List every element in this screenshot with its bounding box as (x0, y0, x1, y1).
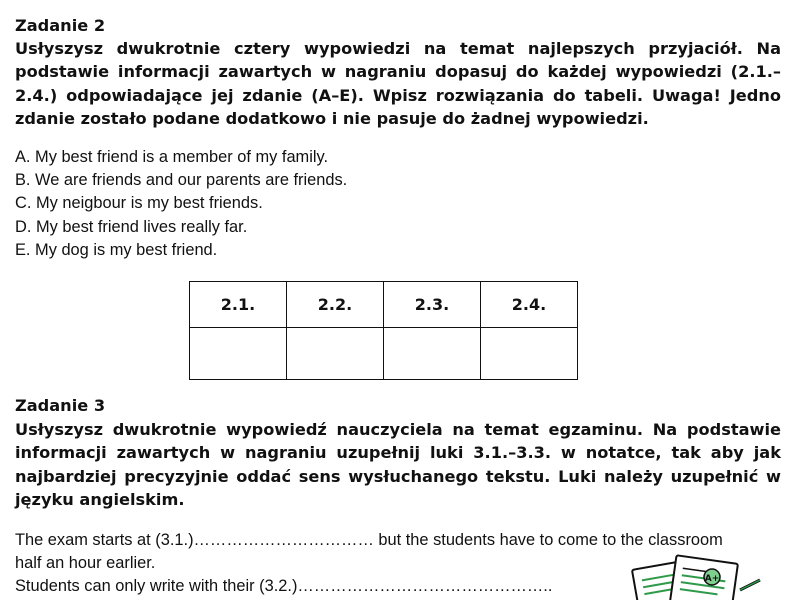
answer-table-answer-row (190, 328, 578, 380)
option-d: D. My best friend lives really far. (15, 217, 248, 236)
exam-papers-graphic (628, 550, 768, 600)
answer-cell-2-1[interactable] (190, 328, 287, 380)
option-e: E. My dog is my best friend. (15, 240, 218, 259)
task3-title: Zadanie 3 (15, 396, 106, 415)
grade-mark: A+ (704, 574, 720, 584)
gap-sentence-3-1-cont: half an hour earlier. (15, 554, 156, 572)
option-a: A. My best friend is a member of my family. (15, 148, 329, 166)
gap-sentence-3-1: The exam starts at (3.1.)…………………………… but the students have to come to the classroom (15, 531, 723, 549)
answer-table (189, 281, 578, 380)
answer-header-2-2: 2.2. (287, 282, 384, 328)
exam-papers-icon (628, 550, 768, 600)
option-c: C. My neigbour is my best friends. (15, 194, 263, 213)
answer-header-2-3: 2.3. (384, 282, 481, 328)
answer-cell-2-3[interactable] (384, 328, 481, 380)
task2-title: Zadanie 2 (15, 16, 106, 35)
gap-sentence-3-2: Students can only write with their (3.2.)……………………………………….. (15, 577, 553, 595)
answer-cell-2-2[interactable] (287, 328, 384, 380)
answer-cell-2-4[interactable] (481, 328, 578, 380)
task3-instruction: Usłyszysz dwukrotnie wypowiedź nauczyciela na temat egzaminu. Na podstawie informacji zawartych w nagraniu uzupełnij luki 3.1.–3.3. w notatce, tak aby jak najbardziej precyzyjnie oddać sens wysłuchanego tekstu. Luki należy uzupełnić w języku angielskim. (15, 420, 781, 509)
answer-header-2-4: 2.4. (481, 282, 578, 328)
answer-header-2-1: 2.1. (190, 282, 287, 328)
option-b: B. We are friends and our parents are friends. (15, 171, 348, 190)
answer-table-header-row (190, 282, 578, 328)
task2-instruction: Usłyszysz dwukrotnie cztery wypowiedzi na temat najlepszych przyjaciół. Na podstawie informacji zawartych w nagraniu dopasuj do każdej wypowiedzi (2.1.–2.4.) odpowiadające jej zdanie (A–E). Wpisz rozwiązania do tabeli. Uwaga! Jedno zdanie zostało podane dodatkowo i nie pasuje do żadnej wypowiedzi. (15, 39, 781, 128)
task2-options-list (15, 146, 347, 262)
